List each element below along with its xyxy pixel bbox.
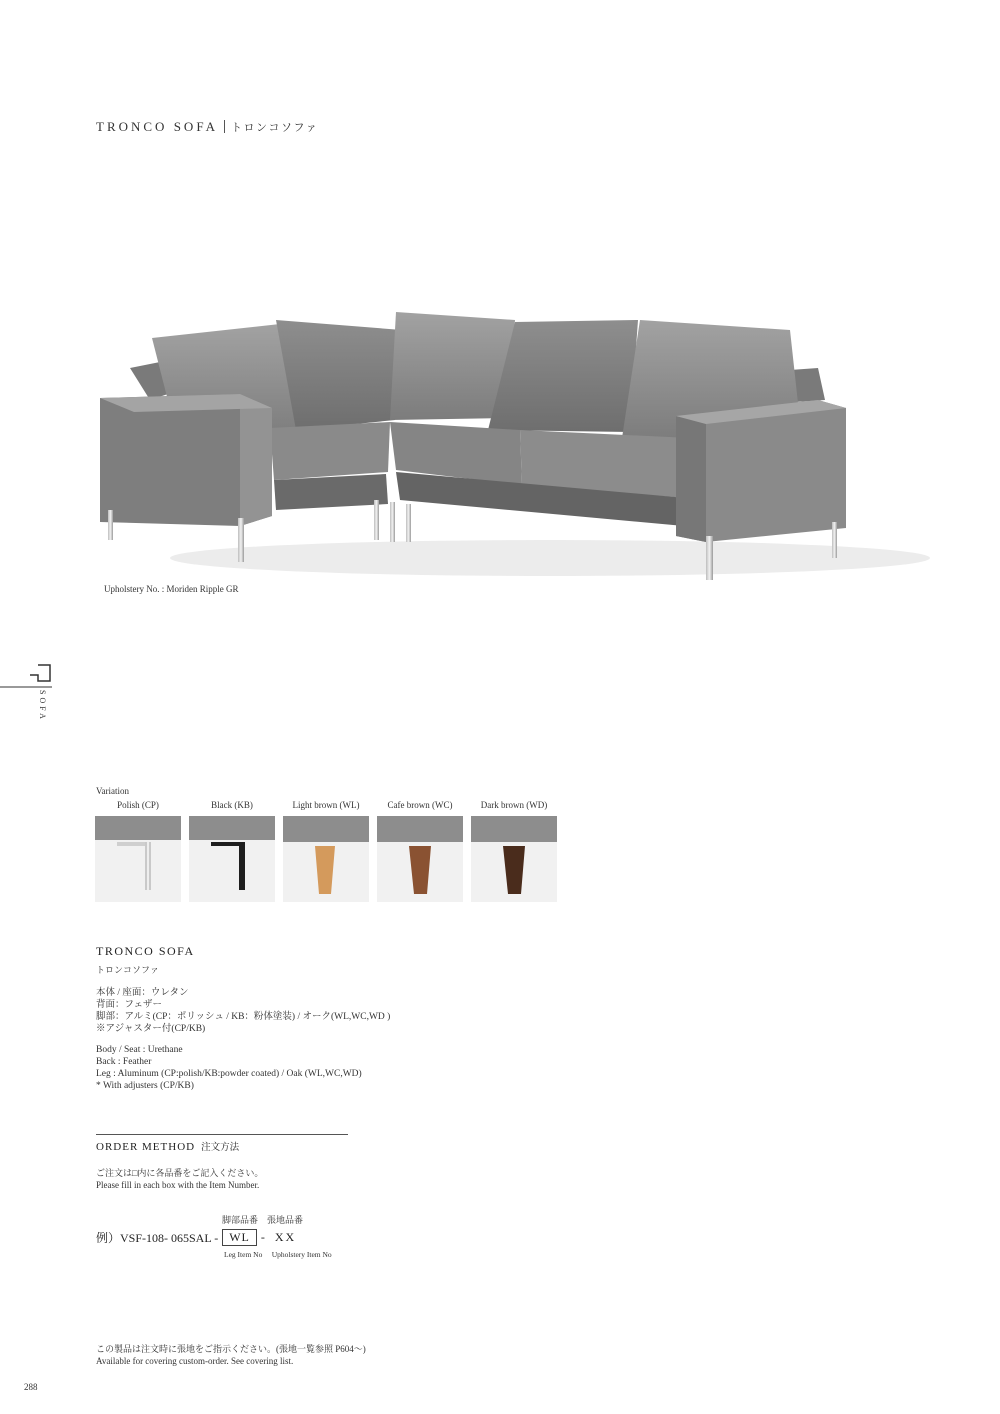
- title-divider: [224, 120, 225, 133]
- variation-item-wd: [471, 800, 557, 902]
- sofa-photo: [90, 290, 930, 600]
- code-bottom-labels: Leg Item No Upholstery Item No: [224, 1250, 332, 1259]
- variation-item-wc: [377, 800, 463, 902]
- page-number: 288: [24, 1382, 38, 1392]
- variation-label: Cafe brown (WC): [387, 800, 453, 810]
- variation-title: Variation: [96, 786, 129, 796]
- variation-label: Dark brown (WD): [480, 800, 548, 810]
- spec-en-line: Body / Seat : Urethane: [96, 1045, 183, 1055]
- order-note-jp: ご注文は□内に各品番をご記入ください。: [96, 1168, 264, 1178]
- code-top-labels: 脚部品番 張地品番: [222, 1215, 304, 1225]
- title-en: TRONCO SOFA: [96, 119, 218, 134]
- order-note-en: Please fill in each box with the Item Number.: [96, 1180, 260, 1190]
- spec-en-line: * With adjusters (CP/KB): [96, 1081, 194, 1091]
- footer-note-en: Available for covering custom-order. See covering list.: [96, 1356, 294, 1366]
- order-note: [96, 1167, 263, 1191]
- order-method-title: [96, 1139, 239, 1153]
- product-name-jp: トロンコソファ: [96, 965, 159, 975]
- upholstery-code: XX: [274, 1230, 297, 1244]
- leg-code-box: WL: [222, 1229, 257, 1246]
- side-tab-label: SOFA: [38, 690, 47, 722]
- footer-note: [96, 1343, 366, 1367]
- variation-label: Black (KB): [211, 800, 253, 810]
- order-divider: [96, 1134, 348, 1135]
- variation-label: Light brown (WL): [292, 800, 360, 810]
- spec-jp-line: 脚部：アルミ(CP：ポリッシュ / KB：粉体塗装) / オーク(WL,WC,WD ): [96, 1012, 391, 1022]
- variation-label: Polish (CP): [117, 800, 159, 810]
- leg-cafe-brown-thumbnail: [377, 816, 463, 902]
- variation-item-kb: [189, 800, 275, 902]
- title-jp: トロンコソファ: [230, 122, 319, 134]
- variation-list: [95, 800, 557, 902]
- spec-jp-line: 本体 / 座面：ウレタン: [96, 988, 189, 998]
- footer-note-jp: この製品は注文時に張地をご指示ください。(張地一覧参照 P604〜): [96, 1344, 366, 1354]
- spec-jp-line: 背面：フェザー: [96, 1000, 163, 1010]
- spec-en-line: Leg : Aluminum (CP:polish/KB:powder coated) / Oak (WL,WC,WD): [96, 1069, 362, 1079]
- spec-en-line: Back : Feather: [96, 1057, 152, 1067]
- spec-jp-line: ※アジャスター付(CP/KB): [96, 1024, 206, 1034]
- page-title: [96, 119, 318, 135]
- order-code-example: [96, 1229, 296, 1246]
- sofa-outline-icon: [0, 660, 60, 740]
- variation-item-wl: [283, 800, 369, 902]
- leg-dark-brown-thumbnail: [471, 816, 557, 902]
- upholstery-caption: Upholstery No. : Moriden Ripple GR: [104, 584, 239, 594]
- code-dash: -: [260, 1230, 265, 1244]
- product-name-en: TRONCO SOFA: [96, 944, 195, 958]
- leg-light-brown-thumbnail: [283, 816, 369, 902]
- order-title-jp: 注文方法: [201, 1143, 240, 1153]
- order-title-en: ORDER METHOD: [96, 1141, 196, 1153]
- leg-black-thumbnail: [189, 816, 275, 902]
- code-prefix: 例）VSF-108- 065SAL -: [96, 1231, 219, 1245]
- leg-polish-thumbnail: [95, 816, 181, 902]
- variation-item-cp: [95, 800, 181, 902]
